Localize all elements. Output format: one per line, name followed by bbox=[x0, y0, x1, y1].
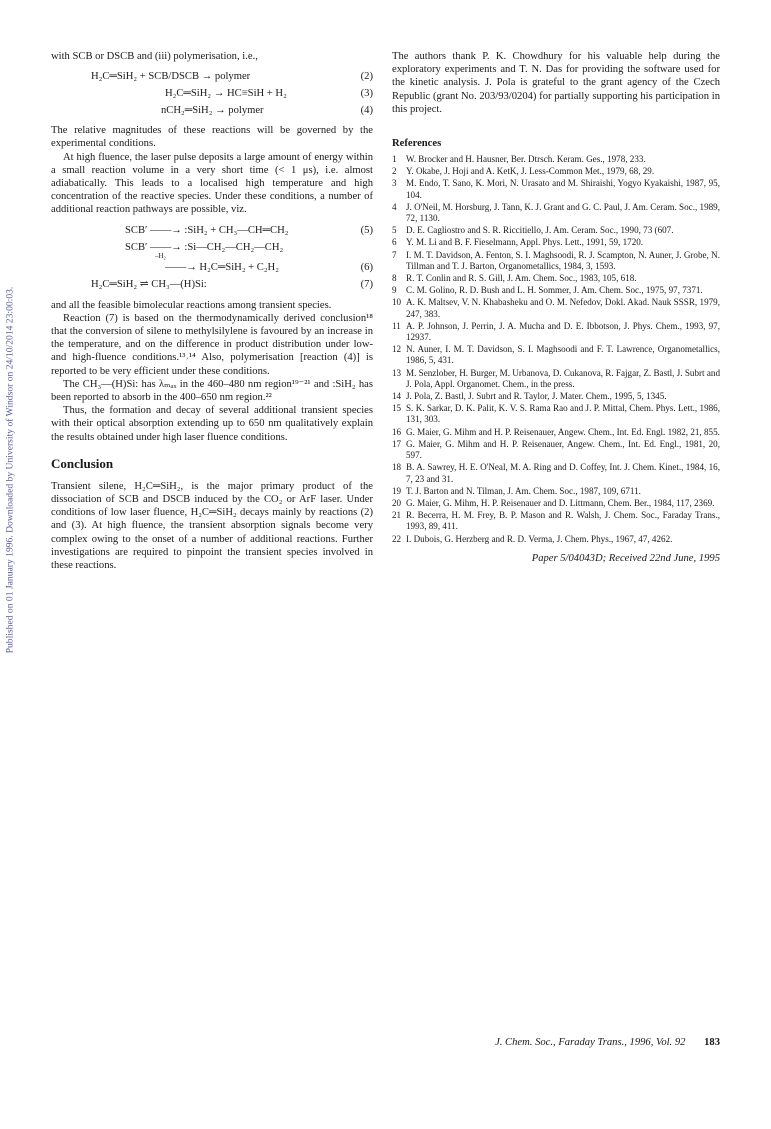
intro-text: with SCB or DSCB and (iii) polymerisation, i.e., bbox=[51, 51, 258, 62]
download-notice: Published on 01 January 1996. Downloaded by University of Windsor on 24/10/2014 23:00:03. bbox=[4, 286, 16, 654]
equation-number: (6) bbox=[360, 261, 373, 273]
reference-item bbox=[392, 510, 720, 532]
equation-6 bbox=[51, 259, 373, 276]
reference-text: G. Maier, G. Mihm and H. P. Reisenauer, Angew. Chem., Int. Ed. Engl., 1981, 20, 597. bbox=[406, 438, 720, 461]
equation-text: H₂C═SiH₂ → HC≡SiH + H₂ bbox=[165, 88, 287, 100]
equation-text: SCB′ ——→ :Si—CH₂—CH₂—CH₂ bbox=[125, 241, 284, 253]
reference-number: 3 bbox=[392, 178, 397, 189]
equation-5b bbox=[51, 239, 373, 259]
equation-2 bbox=[51, 68, 373, 85]
right-column bbox=[392, 50, 720, 564]
reference-item bbox=[392, 225, 720, 236]
reference-text: J. O'Neil, M. Horsburg, J. Tann, K. J. Grant and G. C. Paul, J. Am. Ceram. Soc., 1989, 72, 1130. bbox=[406, 201, 720, 224]
equation-number: (2) bbox=[360, 71, 373, 83]
reference-item bbox=[392, 344, 720, 366]
reference-number: 22 bbox=[392, 533, 402, 544]
reference-list bbox=[392, 154, 720, 545]
reference-text: D. E. Cagliostro and S. R. Riccitiello, J. Am. Ceram. Soc., 1990, 73 (607. bbox=[406, 225, 674, 236]
equation-text: H₂C═SiH₂ ⇌ CH₃—(H)Si: bbox=[91, 278, 207, 290]
reference-text: I. M. T. Davidson, A. Fenton, S. I. Maghsoodi, R. J. Scampton, N. Auner, J. Grobe, N. Tillman and T. J. Barton, Organometallics, 1984, 3, 1593. bbox=[406, 249, 720, 271]
equation-number: (5) bbox=[360, 224, 373, 236]
reference-text: J. Pola, Z. Bastl, J. Subrt and R. Taylor, J. Mater. Chem., 1995, 5, 1345. bbox=[406, 391, 667, 402]
reference-item bbox=[392, 439, 720, 461]
reference-number: 7 bbox=[392, 249, 397, 260]
reference-text: M. Senzlober, H. Burger, M. Urbanova, D. Cukanova, R. Fajgar, Z. Bastl, J. Subrt and J. Pola, Appl. Organomet. Chem., in the press. bbox=[406, 367, 720, 389]
page-number: 183 bbox=[704, 1037, 720, 1048]
reference-text: T. J. Barton and N. Tilman, J. Am. Chem. Soc., 1987, 109, 6711. bbox=[406, 485, 641, 496]
reference-text: W. Brocker and H. Hausner, Ber. Dtrsch. Keram. Ges., 1978, 233. bbox=[406, 154, 646, 165]
reference-number: 18 bbox=[392, 462, 402, 473]
reference-text: Y. Okabe, J. Hoji and A. KetK, J. Less-Common Met., 1979, 68, 29. bbox=[406, 166, 655, 177]
reference-number: 6 bbox=[392, 237, 397, 248]
paragraph: The relative magnitudes of these reactions will be governed by the experimental conditions. bbox=[51, 125, 373, 150]
reference-item bbox=[392, 273, 720, 284]
reference-item bbox=[392, 178, 720, 200]
reference-item bbox=[392, 486, 720, 497]
reference-number: 4 bbox=[392, 201, 397, 212]
reference-item bbox=[392, 403, 720, 425]
equation-condition: –H₂ bbox=[155, 251, 166, 260]
equation-text: ——→ H₂C═SiH₂ + C₂H₂ bbox=[165, 261, 279, 273]
reference-text: G. Maier, G. Mihm, H. P. Reisenauer and D. Littmann, Chem. Ber., 1984, 117, 2369. bbox=[406, 497, 715, 508]
reference-number: 12 bbox=[392, 344, 402, 355]
reference-text: S. K. Sarkar, D. K. Palit, K. V. S. Rama Rao and J. P. Mittal, Chem. Phys. Lett., 1986, 131, 303. bbox=[406, 403, 720, 425]
reference-text: N. Auner, I. M. T. Davidson, S. I. Maghsoodi and F. T. Lawrence, Organometallics, 1986, 5, 431. bbox=[406, 344, 720, 366]
equation-3 bbox=[51, 85, 373, 102]
equation-text: H₂C═SiH₂ + SCB/DSCB → polymer bbox=[91, 71, 251, 83]
reference-number: 8 bbox=[392, 273, 397, 284]
reference-text: R. Becerra, H. M. Frey, B. P. Mason and R. Walsh, J. Chem. Soc., Faraday Trans., 1993, 89, 411. bbox=[406, 510, 720, 532]
reference-number: 21 bbox=[392, 510, 402, 521]
reference-number: 13 bbox=[392, 367, 402, 378]
equation-number: (7) bbox=[360, 278, 373, 290]
reference-number: 15 bbox=[392, 403, 402, 414]
download-sidebar bbox=[3, 244, 17, 696]
reference-number: 11 bbox=[392, 320, 401, 331]
reference-item bbox=[392, 285, 720, 296]
reference-item bbox=[392, 202, 720, 224]
conclusion-paragraph: Transient silene, H₂C═SiH₂, is the major primary product of the dissociation of SCB and DSCB induced by the CO₂ or ArF laser. Under conditions of low laser fluence, H₂C═SiH₂ decays mainly by reactions (2) and (3). At high fluence, the transient absorption signals become very complex owing to the onset of a number of additional reactions. Further investigations are required to pinpoint the transient species involved in these reactions. bbox=[51, 480, 373, 572]
reference-text: R. T. Conlin and R. S. Gill, J. Am. Chem. Soc., 1983, 105, 618. bbox=[406, 273, 637, 284]
paragraph: The CH₃—(H)Si: has λₘₐₓ in the 460–480 nm region¹⁹⁻²¹ and :SiH₂ has been reported to absorb in the 400–650 nm region.²² bbox=[51, 378, 373, 404]
reference-item bbox=[392, 462, 720, 484]
page-footer bbox=[392, 1037, 720, 1048]
equation-7 bbox=[51, 276, 373, 293]
paper-received-line: Paper 5/04043D; Received 22nd June, 1995 bbox=[531, 552, 720, 564]
reference-number: 20 bbox=[392, 497, 402, 508]
reference-number: 17 bbox=[392, 438, 402, 449]
reference-text: C. M. Golino, R. D. Bush and L. H. Sommer, J. Am. Chem. Soc., 1975, 97, 7371. bbox=[406, 285, 703, 296]
reference-number: 1 bbox=[392, 154, 397, 165]
reference-item bbox=[392, 297, 720, 319]
reference-item bbox=[392, 154, 720, 165]
reference-text: G. Maier, G. Mihm and H. P. Reisenauer, Angew. Chem., Int. Ed. Engl. 1982, 21, 855. bbox=[406, 426, 720, 437]
equation-number: (3) bbox=[360, 88, 373, 100]
reference-number: 19 bbox=[392, 485, 402, 496]
reference-item bbox=[392, 498, 720, 509]
journal-citation: J. Chem. Soc., Faraday Trans., 1996, Vol. 92 bbox=[495, 1037, 686, 1048]
reference-number: 2 bbox=[392, 166, 397, 177]
reference-item bbox=[392, 250, 720, 272]
equation-text: SCB′ ——→ :SiH₂ + CH₃—CH═CH₂ bbox=[125, 224, 289, 236]
reference-text: I. Dubois, G. Herzberg and R. D. Verma, J. Chem. Phys., 1967, 47, 4262. bbox=[406, 533, 673, 544]
reference-text: M. Endo, T. Sano, K. Mori, N. Urasato and M. Shiraishi, Yogyo Kyakaishi, 1987, 95, 104. bbox=[406, 178, 720, 200]
equation-4 bbox=[51, 102, 373, 119]
equation-5 bbox=[51, 222, 373, 239]
acknowledgement: The authors thank P. K. Chowdhury for his valuable help during the exploratory experiments and T. N. Das for providing the software used for the kinetic analysis. J. Pola is grateful to the grant agency of the Czech Republic (grant No. 203/93/0204) for partially supporting his participation in this project. bbox=[392, 51, 720, 115]
reference-number: 10 bbox=[392, 297, 402, 308]
reference-text: A. K. Maltsev, V. N. Khabasheku and O. M. Nefedov, Dokl. Akad. Nauk SSSR, 1979, 247, 383. bbox=[406, 297, 720, 319]
reference-item bbox=[392, 427, 720, 438]
reference-item bbox=[392, 368, 720, 390]
reference-item bbox=[392, 321, 720, 343]
paragraph: At high fluence, the laser pulse deposits a large amount of energy within a small reaction volume in a very short time (< 1 μs), i.e. almost adiabatically. This leads to a localised high temperature and high concentration of the reactive species. Under these conditions, a number of additional reaction pathways are possible, viz. bbox=[51, 151, 373, 216]
reference-number: 5 bbox=[392, 225, 397, 236]
reference-item bbox=[392, 534, 720, 545]
paragraph: Reaction (7) is based on the thermodynamically derived conclusion¹⁸ that the conversion of silene to methylsilylene is favoured by an increase in the temperature, and on the difference in product distribution under low- and high-fluence conditions.¹³˒¹⁴ Also, polymerisation [reaction (4)] is reported to be very efficient under these conditions. bbox=[51, 312, 373, 377]
reference-number: 9 bbox=[392, 285, 397, 296]
equation-text: nCH₂═SiH₂ → polymer bbox=[161, 105, 264, 117]
paragraph: Thus, the formation and decay of several additional transient species with their optical absorption extending up to 650 nm qualitatively explain the results obtained under high laser fluence conditions. bbox=[51, 405, 373, 443]
reference-text: B. A. Sawrey, H. E. O'Neal, M. A. Ring and D. Coffey, Int. J. Chem. Kinet., 1984, 16, 7, 23 and 31. bbox=[406, 462, 720, 484]
references-heading: References bbox=[392, 138, 442, 150]
paragraph: and all the feasible bimolecular reactions among transient species. bbox=[51, 299, 332, 311]
reference-text: A. P. Johnson, J. Perrin, J. A. Mucha and D. E. Ibbotson, J. Phys. Chem., 1993, 97, 12937. bbox=[406, 320, 720, 343]
reference-number: 16 bbox=[392, 426, 402, 437]
left-column bbox=[51, 50, 373, 572]
reference-item bbox=[392, 391, 720, 402]
section-heading: Conclusion bbox=[51, 455, 114, 471]
reference-number: 14 bbox=[392, 391, 402, 402]
equation-number: (4) bbox=[360, 105, 373, 117]
reference-item bbox=[392, 237, 720, 248]
reference-item bbox=[392, 166, 720, 177]
reference-text: Y. M. Li and B. F. Fieselmann, Appl. Phys. Lett., 1991, 59, 1720. bbox=[406, 237, 644, 248]
